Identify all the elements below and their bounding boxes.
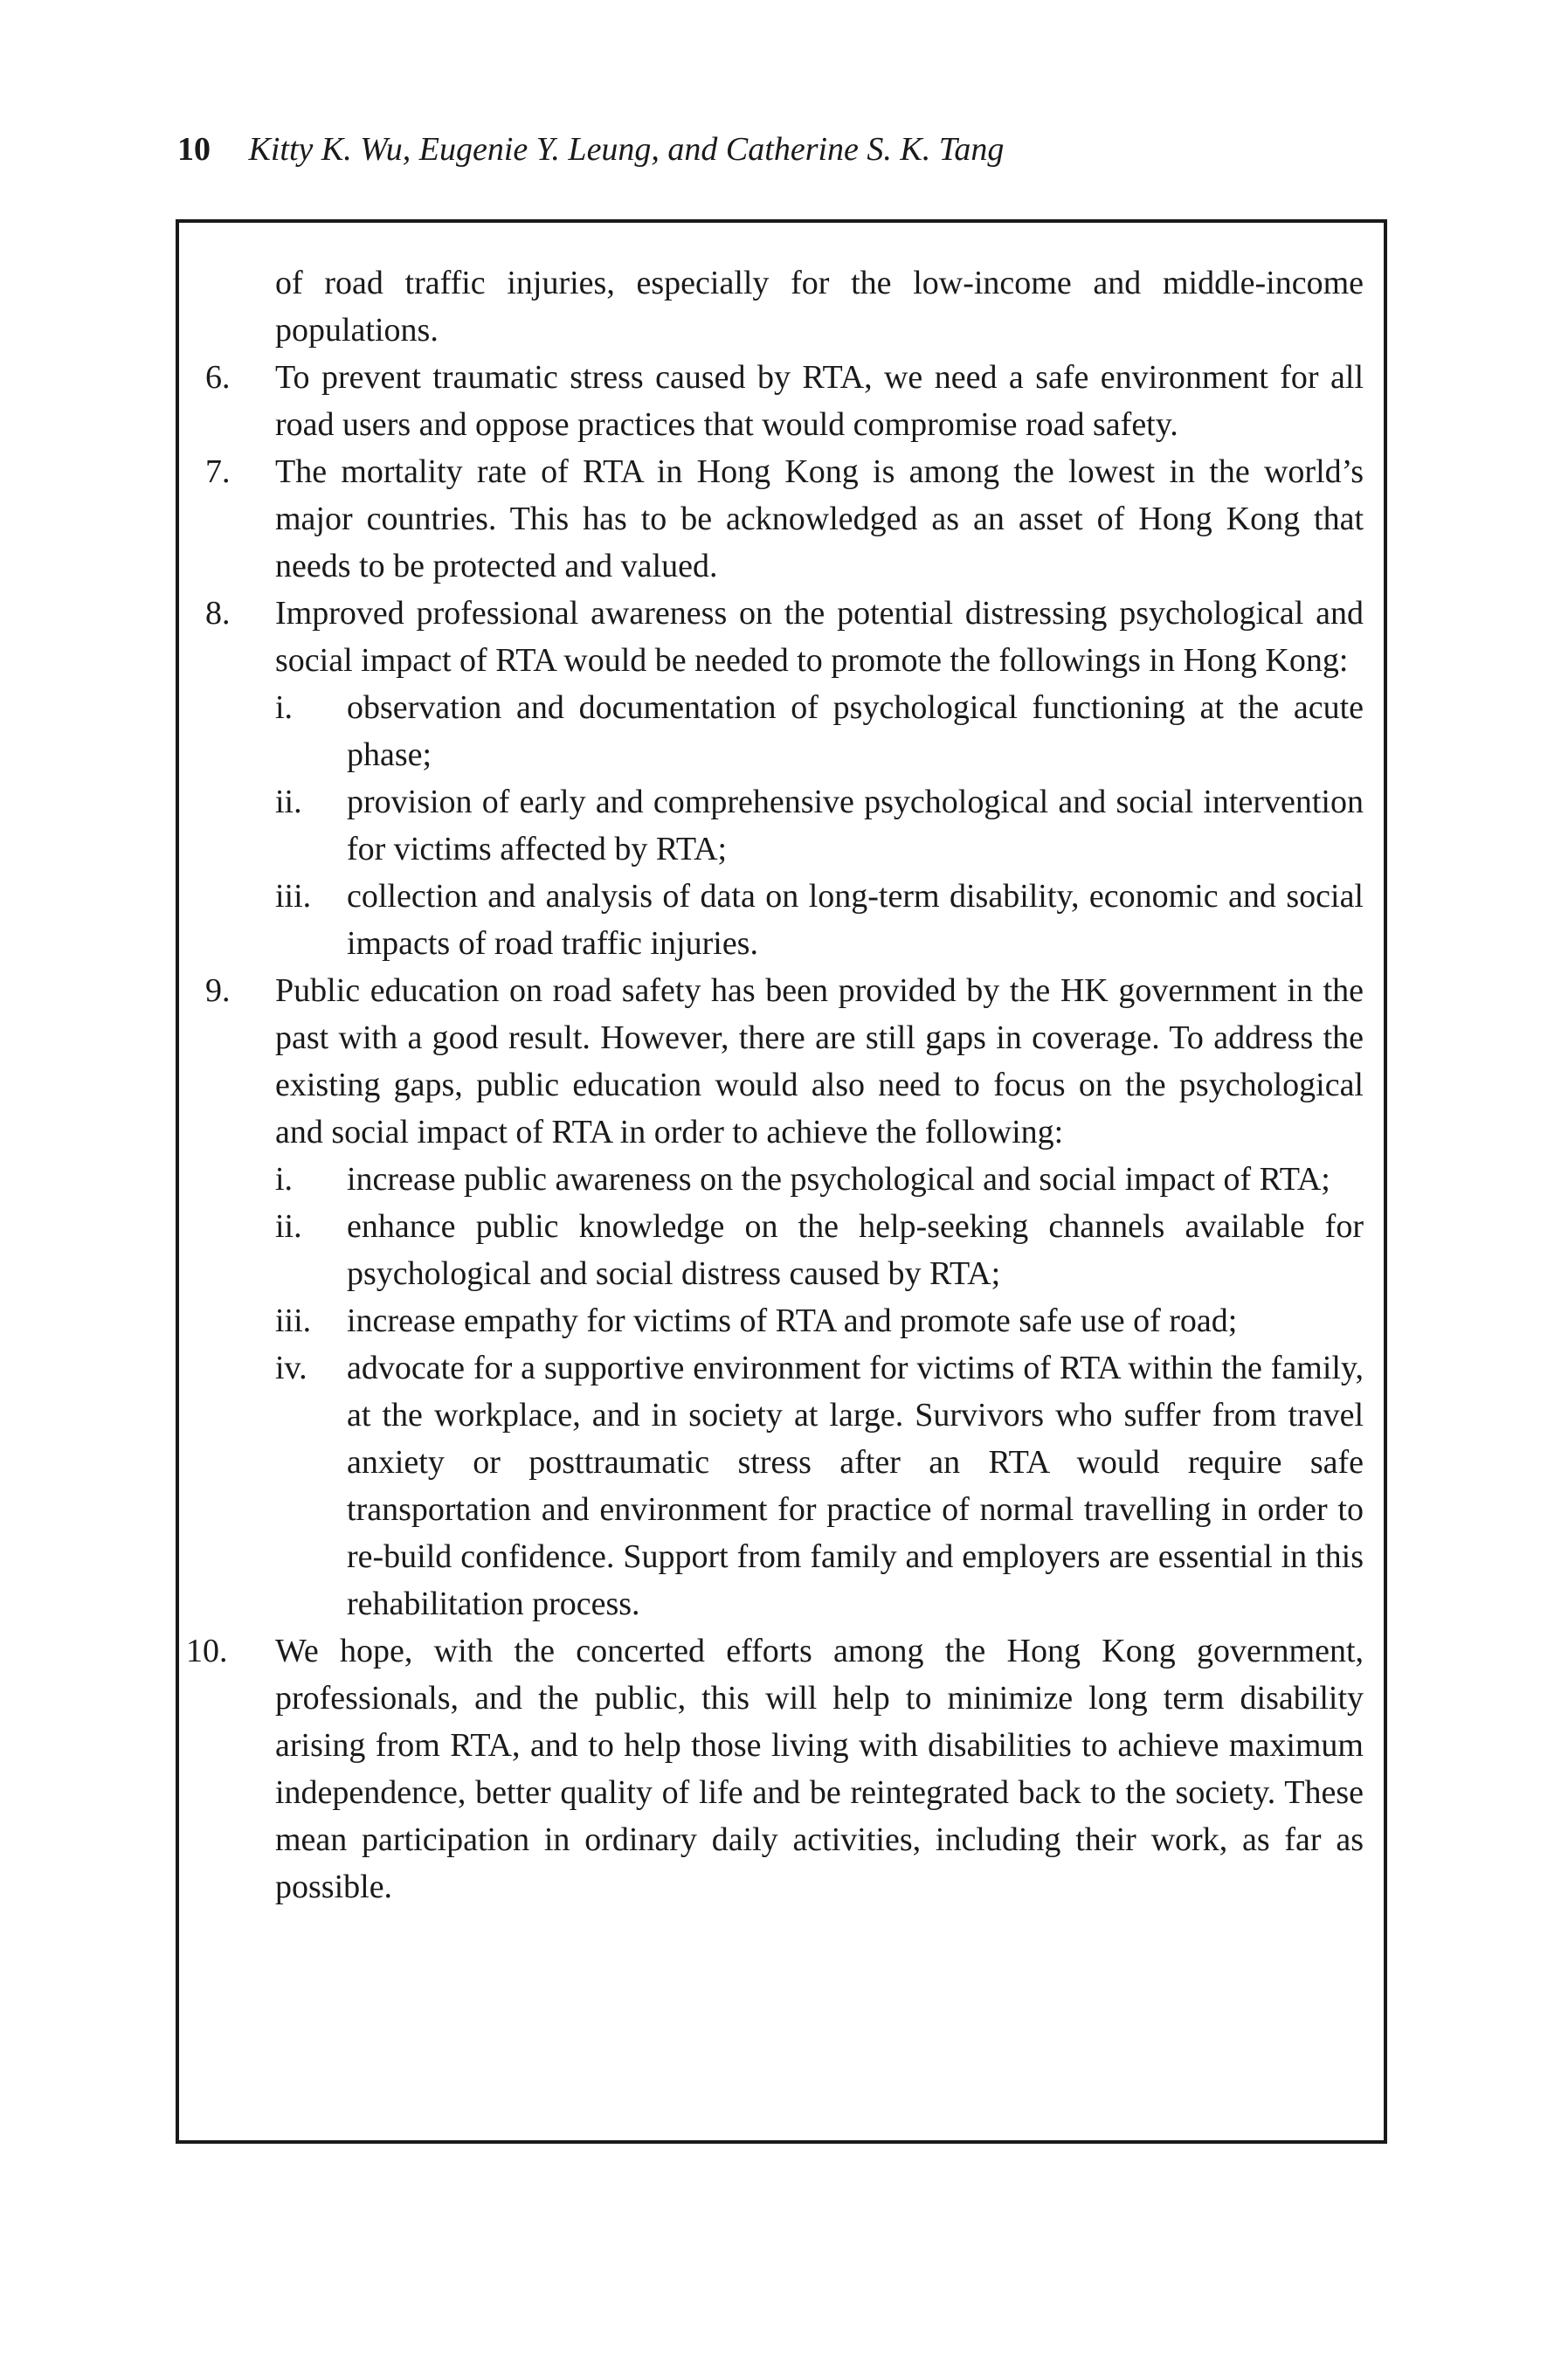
list-item <box>205 448 1364 590</box>
sub-item-text: increase public awareness on the psychological and social impact of RTA; <box>347 1161 1330 1198</box>
sub-item-number: iv. <box>275 1350 307 1386</box>
sub-item <box>275 778 1364 873</box>
sub-item-text: provision of early and comprehensive psychological and social intervention for victims affected by RTA; <box>347 784 1364 867</box>
sub-item <box>275 873 1364 967</box>
list-item-text: We hope, with the concerted efforts among the Hong Kong government, professionals, and the public, this will help to minimize long term disability arising from RTA, and to help those living with disabilities to achieve maximum independence, better quality of life and be reintegrated back to the society. These mean participation in ordinary daily activities, including their work, as far as possible. <box>275 1633 1364 1905</box>
sub-item <box>275 1297 1364 1344</box>
sub-item-number: ii. <box>275 1208 302 1245</box>
sub-item-number: i. <box>275 1161 294 1198</box>
sub-item-text: advocate for a supportive environment for victims of RTA within the family, at the workplace, and in society at large. Survivors who suffer from travel anxiety or posttraumatic stress after an RTA would require safe transportation and environment for practice of normal travelling in order to re-build confidence. Support from family and employers are essential in this rehabilitation process. <box>347 1350 1364 1622</box>
list-item-number: 8. <box>205 595 231 632</box>
list-item-number: 10. <box>186 1633 228 1669</box>
continuation-paragraph: of road traffic injuries, especially for the low-income and middle-income populations. <box>275 265 1364 349</box>
list-item-text: The mortality rate of RTA in Hong Kong is among the lowest in the world’s major countries. This has to be acknowledged as an asset of Hong Kong that needs to be protected and valued. <box>275 453 1364 584</box>
sub-item-number: i. <box>275 689 294 726</box>
list-item-number: 7. <box>205 453 231 490</box>
sub-item-text: enhance public knowledge on the help-seeking channels available for psychological and social distress caused by RTA; <box>347 1208 1364 1292</box>
page-number: 10 <box>177 131 211 168</box>
list-item <box>205 354 1364 448</box>
list-item-number: 9. <box>205 972 231 1009</box>
sub-item <box>275 1344 1364 1627</box>
running-head <box>177 128 1004 171</box>
sub-item <box>275 1156 1364 1203</box>
list-item-text: Improved professional awareness on the potential distressing psychological and social impact of RTA would be needed to promote the followings in Hong Kong: <box>275 595 1364 679</box>
sub-item-number: iii. <box>275 878 312 915</box>
sub-item-text: observation and documentation of psychological functioning at the acute phase; <box>347 689 1364 773</box>
sub-item <box>275 1203 1364 1297</box>
box-content <box>186 259 1364 1910</box>
sub-item <box>275 684 1364 778</box>
sub-item-text: collection and analysis of data on long-term disability, economic and social impacts of road traffic injuries. <box>347 878 1364 962</box>
sub-item-number: ii. <box>275 784 302 820</box>
list-item <box>205 590 1364 967</box>
list-item <box>205 967 1364 1627</box>
list-item <box>186 1627 1364 1910</box>
sub-item-text: increase empathy for victims of RTA and promote safe use of road; <box>347 1302 1238 1339</box>
sub-item-number: iii. <box>275 1302 312 1339</box>
list-item-number: 6. <box>205 359 231 396</box>
boxed-recommendations <box>176 219 1387 2144</box>
running-head-authors: Kitty K. Wu, Eugenie Y. Leung, and Catherine S. K. Tang <box>248 131 1005 168</box>
list-item-text: Public education on road safety has been provided by the HK government in the past with a good result. However, there are still gaps in coverage. To address the existing gaps, public education would also need to focus on the psychological and social impact of RTA in order to achieve the following: <box>275 972 1364 1150</box>
list-item-text: To prevent traumatic stress caused by RTA, we need a safe environment for all road users and oppose practices that would compromise road safety. <box>275 359 1364 443</box>
